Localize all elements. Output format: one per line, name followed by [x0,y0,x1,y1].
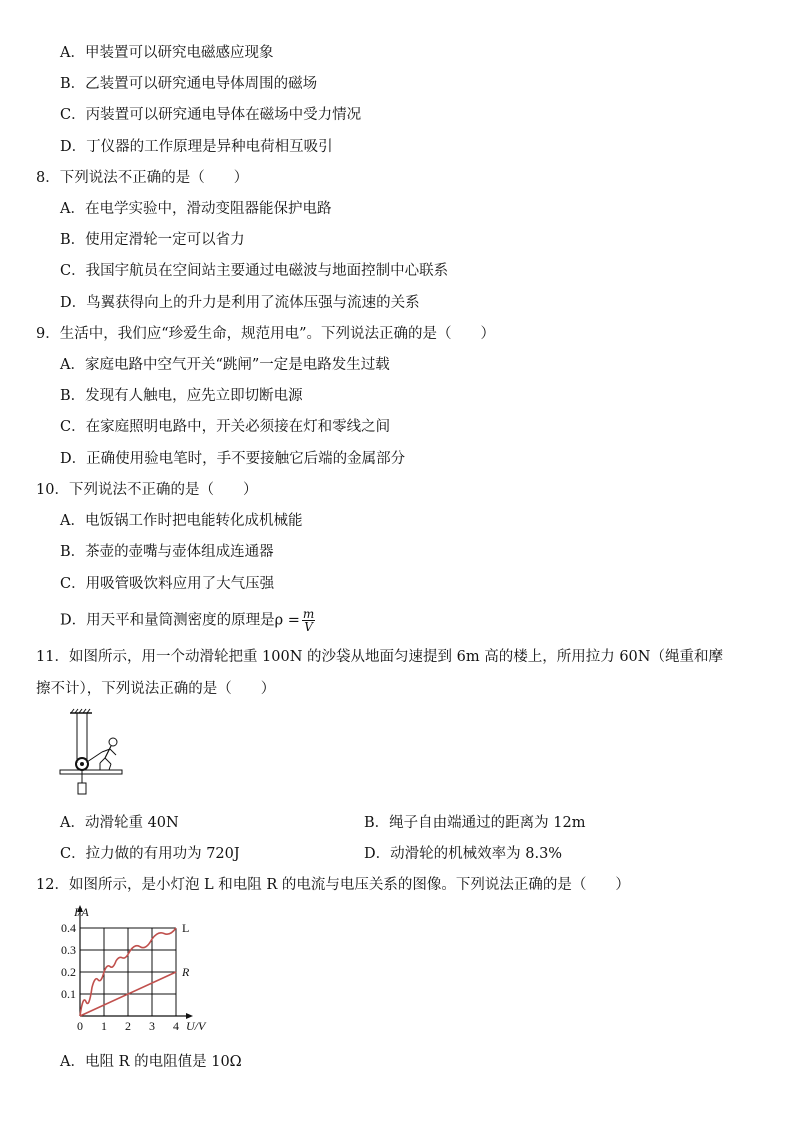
q7-option-b: B．乙装置可以研究通电导体周围的磁场 [60,76,318,92]
q7-option-c: C．丙装置可以研究通电导体在磁场中受力情况 [60,107,362,123]
q9-option-c: C．在家庭照明电路中，开关必须接在灯和零线之间 [60,419,391,435]
density-fraction [302,608,315,633]
series-label-L: L [182,921,190,935]
x-tick-label: 3 [149,1019,155,1033]
q7-option-d: D．丁仪器的工作原理是异种电荷相互吸引 [60,139,333,155]
q10-option-d [60,608,315,633]
q11-option-c: C．拉力做的有用功为 720J [60,846,240,862]
pulley-figure [58,708,130,800]
y-tick-label: 0.4 [61,921,76,935]
q8-option-d: D．鸟翼获得向上的升力是利用了流体压强与流速的关系 [60,295,420,311]
q11-stem-line2: 擦不计），下列说法正确的是（ ） [36,681,276,697]
q10-option-a: A．电饭锅工作时把电能转化成机械能 [60,513,303,529]
q8-stem: 8．下列说法不正确的是（ ） [36,170,249,186]
q12-stem: 12．如图所示，是小灯泡 L 和电阻 R 的电流与电压关系的图像。下列说法正确的是（ ） [36,877,630,893]
q9-option-d: D．正确使用验电笔时，手不要接触它后端的金属部分 [60,451,406,467]
x-tick-label: 2 [125,1019,131,1033]
q11-option-b: B．绳子自由端通过的距离为 12m [364,815,586,831]
y-tick-label: 0.3 [61,943,76,957]
q9-stem: 9．生活中，我们应“珍爱生命，规范用电”。下列说法正确的是（ ） [36,326,496,342]
q11-option-d: D．动滑轮的机械效率为 8.3% [364,846,563,862]
q7-option-a: A．甲装置可以研究电磁感应现象 [60,45,274,61]
q10-option-d-text: D．用天平和量筒测密度的原理是ρ = [60,612,300,629]
current-voltage-chart [54,902,234,1040]
q10-option-b: B．茶壶的壶嘴与壶体组成连通器 [60,544,274,560]
q10-stem: 10．下列说法不正确的是（ ） [36,482,258,498]
q9-option-b: B．发现有人触电，应先立即切断电源 [60,388,303,404]
fraction-numerator: m [302,607,315,621]
q12-option-a: A．电阻 R 的电阻值是 10Ω [60,1054,242,1070]
y-axis-label: I/A [74,905,89,919]
y-tick-label: 0.2 [61,965,76,979]
x-tick-label: 1 [101,1019,107,1033]
q8-option-c: C．我国宇航员在空间站主要通过电磁波与地面控制中心联系 [60,263,449,279]
q8-option-b: B．使用定滑轮一定可以省力 [60,232,245,248]
q9-option-a: A．家庭电路中空气开关“跳闸”一定是电路发生过载 [60,357,390,373]
q10-option-c: C．用吸管吸饮料应用了大气压强 [60,576,275,592]
x-tick-label: 4 [173,1019,179,1033]
series-label-R: R [182,965,190,979]
q8-option-a: A．在电学实验中，滑动变阻器能保护电路 [60,201,332,217]
fraction-denominator: V [304,620,313,634]
q11-stem-line1: 11．如图所示，用一个动滑轮把重 100N 的沙袋从地面匀速提到 6m 高的楼上，所用拉力 60N（绳重和摩 [36,649,723,665]
q11-option-a: A．动滑轮重 40N [60,815,179,831]
x-tick-label: 0 [77,1019,83,1033]
y-tick-label: 0.1 [61,987,76,1001]
x-axis-label: U/V [186,1019,206,1033]
